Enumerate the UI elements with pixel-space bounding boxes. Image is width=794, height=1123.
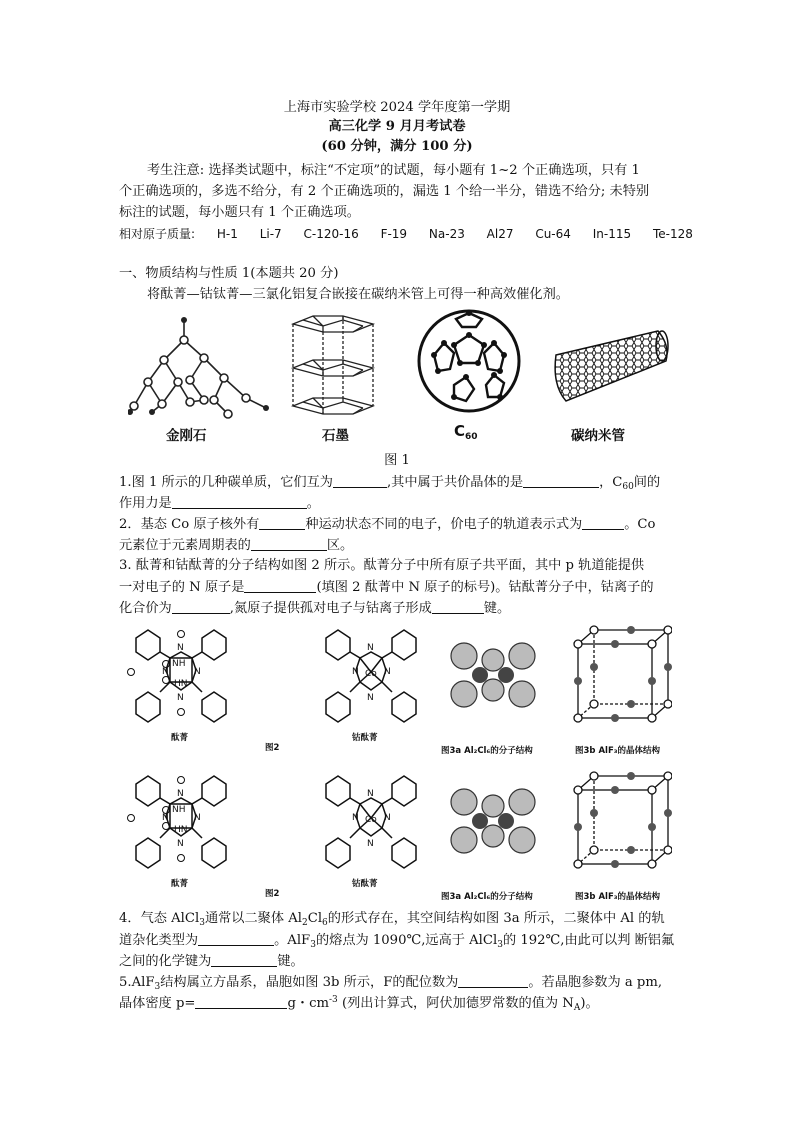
- svg-text:N: N: [162, 667, 169, 677]
- notice-line-2: 个正确选项的，多选不给分，有 2 个正确选项的，漏选 1 个给一半分，错选不给分; 未特别: [119, 184, 650, 199]
- atomic-mass-item: Te-128: [652, 227, 693, 241]
- question-1-line-2: 作用力是 。: [119, 496, 320, 511]
- svg-text:HN: HN: [174, 679, 188, 689]
- answer-blank[interactable]: [198, 931, 274, 946]
- phthalocyanine-structure-image: [126, 770, 236, 874]
- diamond-label: 金刚石: [166, 428, 207, 444]
- c60-label: $C_{60}$: [454, 422, 478, 442]
- svg-text:N: N: [162, 813, 169, 823]
- graphite-structure-image: [283, 312, 383, 418]
- answer-blank[interactable]: [259, 515, 305, 530]
- figure-2-caption: 图2: [265, 743, 280, 753]
- svg-text:N: N: [384, 667, 391, 677]
- question-3-line-3: 化合价为 ,氮原子提供孤对电子与钴离子形成 键。: [119, 601, 511, 616]
- cobalt-phthalocyanine-structure-image: [316, 624, 426, 728]
- svg-text:NH: NH: [172, 805, 186, 815]
- answer-blank[interactable]: [458, 973, 528, 988]
- svg-text:N: N: [367, 789, 374, 799]
- atomic-masses-label: 相对原子质量:: [119, 227, 196, 241]
- question-4-line-3: 之间的化学键为 键。: [119, 954, 304, 969]
- svg-text:Co: Co: [365, 815, 377, 825]
- graphite-label: 石墨: [322, 428, 349, 444]
- atomic-mass-item: In-115: [592, 227, 632, 241]
- phthalocyanine-structure-image: [126, 624, 236, 728]
- svg-text:N: N: [177, 693, 184, 703]
- answer-blank[interactable]: [523, 473, 599, 488]
- carbon-nanotube-image: [546, 325, 672, 409]
- svg-text:N: N: [194, 813, 201, 823]
- answer-blank[interactable]: [211, 952, 277, 967]
- school-term-title: 上海市实验学校 2024 学年度第一学期: [283, 100, 511, 115]
- answer-blank[interactable]: [172, 494, 307, 509]
- atomic-mass-item: Li-7: [259, 227, 282, 241]
- answer-blank[interactable]: [251, 536, 327, 551]
- notice-line-1: 考生注意: 选择类试题中，标注“不定项”的试题，每小题有 1~2 个正确选项，只有 1: [147, 163, 640, 178]
- answer-blank[interactable]: [333, 473, 387, 488]
- question-5-line-2: 晶体密度 p= g・$cm^{-3}$ (列出计算式，阿伏加德罗常数的值为 $N_A$)。: [119, 995, 599, 1013]
- section-intro: 将酞菁—钴钛菁—三氯化铝复合嵌接在碳纳米管上可得一种高效催化剂。: [147, 287, 569, 302]
- answer-blank[interactable]: [195, 994, 287, 1009]
- atomic-mass-item: Al27: [486, 227, 514, 241]
- atomic-mass-item: F-19: [380, 227, 408, 241]
- figure-1-caption: 图 1: [384, 453, 410, 468]
- figure-3a-caption: 图3a Al₂Cl₆的分子结构: [441, 746, 533, 756]
- svg-text:N: N: [367, 693, 374, 703]
- svg-text:N: N: [367, 839, 374, 849]
- cobalt-phthalocyanine-structure-image: [316, 770, 426, 874]
- question-3-line-2: 一对电子的 N 原子是 (填图 2 酞菁中 N 原子的标号)。钴酞菁分子中，钴离子的: [119, 580, 654, 595]
- svg-text:N: N: [384, 813, 391, 823]
- question-1-line-1: 1.图 1 所示的几种碳单质，它们互为 ,其中属于共价晶体的是 ，$C_{60}$间的: [119, 475, 661, 492]
- cobalt-phthalocyanine-label: 钴酞菁: [352, 733, 378, 743]
- answer-blank[interactable]: [432, 599, 484, 614]
- phthalocyanine-label: 酞菁: [171, 879, 189, 889]
- diamond-structure-image: [128, 312, 278, 420]
- svg-text:HN: HN: [174, 825, 188, 835]
- atomic-mass-item: Na-23: [428, 227, 465, 241]
- atomic-mass-item: Cu-64: [535, 227, 571, 241]
- al2cl6-molecule-image: [448, 640, 538, 710]
- c60-structure-image: [414, 305, 524, 417]
- atomic-mass-item: H-1: [216, 227, 238, 241]
- exam-duration: (60 分钟，满分 100 分): [321, 139, 473, 154]
- svg-text:N: N: [352, 667, 359, 677]
- svg-text:N: N: [367, 643, 374, 653]
- question-4-line-2: 道杂化类型为 。AlF$_3$的熔点为 1090℃,远高于 AlCl$_3$的 192℃,由此可以判 断铝氟: [119, 933, 675, 950]
- section-title: 一、物质结构与性质 1(本题共 20 分): [119, 266, 339, 281]
- atomic-mass-item: C-120-16: [303, 227, 359, 241]
- figure-2-caption: 图2: [265, 889, 280, 899]
- al2cl6-molecule-image: [448, 786, 538, 856]
- alf3-crystal-image: [568, 624, 672, 724]
- notice-line-3: 标注的试题，每小题只有 1 个正确选项。: [119, 205, 360, 220]
- question-4-line-1: 4．气态 AlCl$_3$通常以二聚体 $Al_2Cl_6$的形式存在，其空间结构如图 3a 所示，二聚体中 Al 的轨: [119, 911, 665, 928]
- figure-3a-caption: 图3a Al₂Cl₆的分子结构: [441, 892, 533, 902]
- answer-blank[interactable]: [244, 578, 316, 593]
- svg-text:N: N: [177, 839, 184, 849]
- svg-text:N: N: [177, 643, 184, 653]
- svg-text:N: N: [177, 789, 184, 799]
- cobalt-phthalocyanine-label: 钴酞菁: [352, 879, 378, 889]
- svg-text:N: N: [352, 813, 359, 823]
- svg-text:NH: NH: [172, 659, 186, 669]
- alf3-crystal-image: [568, 770, 672, 870]
- question-2-line-1: 2．基态 Co 原子核外有 种运动状态不同的电子，价电子的轨道表示式为 。Co: [119, 517, 656, 532]
- phthalocyanine-label: 酞菁: [171, 733, 189, 743]
- atomic-masses: [119, 225, 693, 243]
- exam-title: 高三化学 9 月月考试卷: [328, 119, 466, 134]
- svg-text:Co: Co: [365, 669, 377, 679]
- answer-blank[interactable]: [172, 599, 230, 614]
- question-5-line-1: 5.AlF$_3$结构属立方晶系，晶胞如图 3b 所示，F的配位数为 。若晶胞参数为 a pm,: [119, 975, 663, 992]
- question-2-line-2: 元素位于元素周期表的 区。: [119, 538, 354, 553]
- figure-3b-caption: 图3b AlF₃的晶体结构: [575, 892, 660, 902]
- figure-3b-caption: 图3b AlF₃的晶体结构: [575, 746, 660, 756]
- carbon-nanotube-label: 碳纳米管: [571, 428, 625, 444]
- answer-blank[interactable]: [582, 515, 624, 530]
- svg-text:N: N: [194, 667, 201, 677]
- question-3-line-1: 3. 酞菁和钴酞菁的分子结构如图 2 所示。酞菁分子中所有原子共平面，其中 p 轨道能提供: [119, 558, 645, 573]
